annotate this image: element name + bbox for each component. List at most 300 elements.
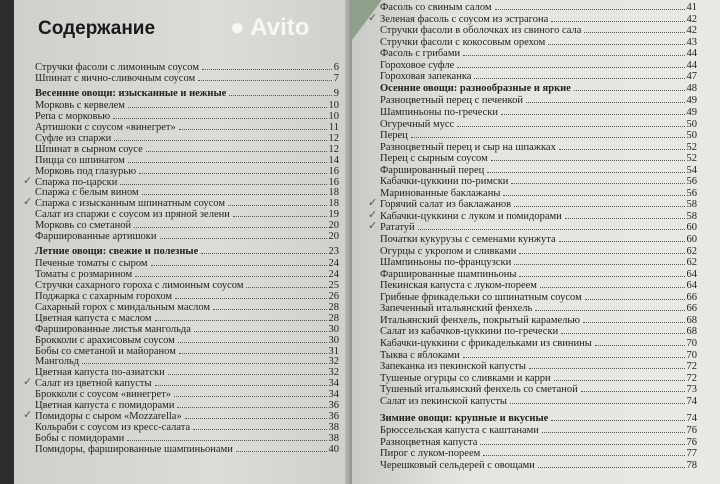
- entry-title: Морковь со сметаной: [35, 220, 132, 232]
- toc-entry: [380, 60, 697, 71]
- toc-entry: [35, 122, 339, 133]
- entry-title: Брокколи с соусом «винегрет»: [35, 389, 171, 401]
- entry-page: 73: [686, 384, 697, 396]
- toc-entry: [35, 62, 339, 73]
- dot-leader: [134, 227, 326, 228]
- entry-title: Брокколи с арахисовым соусом: [35, 334, 175, 346]
- toc-entry: [380, 425, 697, 436]
- toc-entry: [380, 246, 697, 257]
- dot-leader: [185, 418, 327, 419]
- toc-entry: [35, 280, 339, 291]
- watermark-text: Avito: [250, 14, 310, 41]
- toc-entry: [35, 269, 339, 280]
- dot-leader: [135, 276, 326, 277]
- toc-entry: [35, 422, 339, 433]
- dot-leader: [540, 287, 685, 288]
- dot-leader: [175, 298, 326, 299]
- dot-leader: [519, 253, 684, 254]
- toc-entry: [380, 176, 697, 187]
- dot-leader: [198, 80, 332, 81]
- entry-title: Пицца со шпинатом: [35, 154, 125, 166]
- entry-title: Пекинская капуста с луком-пореем: [380, 280, 537, 292]
- toc-entry: [368, 11, 697, 25]
- toc-entry: [368, 197, 697, 211]
- entry-title: Шампиньоны по-гречески: [380, 106, 498, 118]
- entry-title: Запеченный итальянский фенхель: [380, 303, 533, 315]
- dot-leader: [128, 162, 327, 163]
- toc-entry: [35, 433, 339, 444]
- entry-title: Салат из спаржи с соусом из пряной зелени: [35, 209, 230, 221]
- entry-page: 42: [686, 25, 697, 37]
- entry-page: 52: [686, 153, 697, 165]
- dot-leader: [114, 140, 326, 141]
- entry-title: Шампиньоны по-французски: [380, 257, 512, 269]
- entry-page: 49: [686, 106, 697, 118]
- toc-entry: [380, 384, 697, 395]
- entry-page: 32: [328, 367, 339, 379]
- entry-page: 18: [328, 198, 339, 210]
- toc-entry: [35, 356, 339, 367]
- entry-page: 54: [686, 164, 697, 176]
- entry-title: Поджарка с сахарным горохом: [35, 291, 173, 302]
- entry-title: Стручки сахарного гороха с лимонным соусом: [35, 280, 244, 292]
- toc-entry: [380, 119, 697, 130]
- entry-title: Спаржа по-царски: [35, 176, 118, 188]
- entry-page: 40: [328, 443, 339, 455]
- dot-leader: [146, 151, 327, 152]
- entry-title: Кольраби с соусом из кресс-салата: [35, 421, 191, 433]
- entry-page: 19: [328, 209, 339, 221]
- entry-title: Фасоль со свиным салом: [380, 2, 492, 13]
- entry-page: 74: [686, 395, 697, 407]
- entry-title: Гороховая запеканка: [380, 71, 472, 83]
- dot-leader: [155, 320, 327, 321]
- dot-leader: [177, 407, 326, 408]
- dot-leader: [411, 137, 685, 138]
- dot-leader: [538, 467, 685, 468]
- dot-leader: [418, 229, 685, 230]
- toc-entry: [35, 367, 339, 378]
- entry-page: 36: [328, 400, 339, 411]
- entry-page: 68: [686, 326, 697, 338]
- toc-entry: [23, 196, 339, 210]
- entry-title: Кабачки-цуккини с луком и помидорами: [380, 210, 562, 222]
- toc-entry: [35, 313, 339, 324]
- dot-leader: [584, 32, 684, 33]
- entry-page: 49: [686, 95, 697, 107]
- dot-leader: [542, 432, 685, 433]
- entry-title: Шпинат в сырном соусе: [35, 143, 143, 155]
- dot-leader: [457, 126, 684, 127]
- entry-title: Тушеные огурцы со сливками и карри: [380, 372, 551, 384]
- entry-page: 50: [686, 118, 697, 130]
- dot-leader: [585, 299, 685, 300]
- entry-title: Салат из цветной капусты: [35, 378, 152, 390]
- entry-title: Разноцветный перец с печенкой: [380, 95, 523, 107]
- entry-title: Репа с морковью: [35, 111, 111, 123]
- dot-leader: [120, 184, 326, 185]
- entry-page: 64: [686, 280, 697, 292]
- entry-page: 56: [686, 176, 697, 188]
- entry-page: 36: [328, 410, 339, 422]
- entry-page: 25: [328, 280, 339, 292]
- entry-title: Осенние овощи: разнообразные и яркие: [380, 82, 571, 94]
- entry-title: Фаршированные листья мангольда: [35, 323, 191, 335]
- dot-leader: [160, 238, 327, 239]
- dot-leader: [194, 331, 327, 332]
- toc-entry: [380, 71, 697, 82]
- dot-leader: [535, 310, 684, 311]
- entry-page: 28: [328, 312, 339, 324]
- toc-entry: [35, 133, 339, 144]
- toc-entry: [35, 258, 339, 269]
- entry-page: 74: [686, 412, 697, 424]
- entry-title: Спаржа с белым вином: [35, 187, 139, 199]
- entry-page: 48: [686, 82, 697, 94]
- entry-title: Мангольд: [35, 356, 80, 368]
- entry-page: 76: [686, 425, 697, 437]
- toc-entry: [380, 37, 697, 48]
- toc-section: [35, 88, 339, 99]
- entry-title: Фасоль с грибами: [380, 48, 461, 60]
- dot-leader: [551, 21, 684, 22]
- entry-title: Пирог с луком-пореем: [380, 448, 481, 460]
- toc-entry: [380, 142, 697, 153]
- toc-entry: [380, 48, 697, 59]
- toc-entry: [380, 153, 697, 164]
- toc-entry: [380, 107, 697, 118]
- entry-title: Весенние овощи: изысканные и нежные: [35, 88, 227, 100]
- checkmark-icon: ✓: [368, 11, 378, 24]
- entry-page: 11: [328, 122, 339, 133]
- entry-page: 34: [328, 389, 339, 401]
- dot-leader: [246, 287, 326, 288]
- checkmark-icon: ✓: [23, 174, 33, 187]
- toc-entry: [380, 269, 697, 280]
- dot-leader: [526, 102, 685, 103]
- entry-page: 72: [686, 372, 697, 384]
- dot-leader: [463, 55, 684, 56]
- toc-entry: [35, 324, 339, 335]
- dot-leader: [519, 276, 684, 277]
- dot-leader: [233, 216, 327, 217]
- dot-leader: [514, 264, 684, 265]
- toc-entry: [380, 130, 697, 141]
- entry-page: 72: [686, 361, 697, 373]
- entry-page: 34: [328, 378, 339, 390]
- dot-leader: [480, 444, 684, 445]
- toc-entry: [35, 302, 339, 313]
- entry-page: 44: [686, 59, 697, 71]
- right-page: [352, 0, 720, 484]
- entry-page: 64: [686, 268, 697, 280]
- checkmark-icon: ✓: [23, 376, 33, 389]
- entry-title: Артишоки с соусом «винегрет»: [35, 122, 176, 133]
- dot-leader: [229, 95, 331, 96]
- entry-title: Рататуй: [380, 222, 415, 234]
- toc-entry: [35, 444, 339, 455]
- dot-leader: [491, 160, 685, 161]
- entry-title: Фаршированный перец: [380, 164, 485, 176]
- toc-section: [380, 83, 697, 94]
- entry-title: Фаршированные шампиньоны: [380, 268, 517, 280]
- entry-page: 14: [328, 154, 339, 166]
- toc-entry: [380, 315, 697, 326]
- entry-title: Цветная капуста с маслом: [35, 312, 152, 324]
- dot-leader: [142, 194, 327, 195]
- entry-page: 43: [686, 36, 697, 48]
- toc-entry: [380, 165, 697, 176]
- toc-section: [380, 413, 697, 424]
- toc-entry: [380, 326, 697, 337]
- toc-entry: [35, 209, 339, 220]
- entry-page: 26: [328, 291, 339, 302]
- toc-entry: [380, 188, 697, 199]
- entry-title: Помидоры с сыром «Mozzarella»: [35, 410, 182, 422]
- entry-title: Бобы с помидорами: [35, 432, 125, 444]
- entry-page: 62: [686, 257, 697, 269]
- entry-title: Маринованные баклажаны: [380, 187, 501, 199]
- entry-page: 66: [686, 303, 697, 315]
- entry-page: 16: [328, 165, 339, 177]
- toc-entry: [380, 350, 697, 361]
- entry-page: 38: [328, 432, 339, 444]
- entry-page: 56: [686, 187, 697, 199]
- entry-page: 6: [333, 62, 339, 73]
- entry-title: Грибные фрикадельки со шпинатным соусом: [380, 291, 582, 303]
- toc-entry: [380, 280, 697, 291]
- toc-entry: [368, 208, 697, 222]
- entry-page: 10: [328, 111, 339, 123]
- toc-entry: [35, 220, 339, 231]
- entry-page: 50: [686, 130, 697, 142]
- entry-title: Бобы со сметаной и майораном: [35, 345, 176, 357]
- entry-title: Шпинат с яично-сливочным соусом: [35, 72, 196, 84]
- dot-leader: [168, 374, 327, 375]
- toc-entry: [35, 231, 339, 242]
- dot-leader: [595, 345, 685, 346]
- entry-title: Помидоры, фаршированные шампиньонами: [35, 443, 233, 455]
- dot-leader: [503, 195, 684, 196]
- dot-leader: [457, 67, 684, 68]
- dot-leader: [174, 396, 327, 397]
- dot-leader: [583, 322, 684, 323]
- entry-title: Огурцы с укропом и сливками: [380, 245, 517, 257]
- entry-page: 16: [328, 176, 339, 188]
- dot-leader: [561, 333, 684, 334]
- toc-entry: [380, 460, 697, 471]
- entry-page: 32: [328, 356, 339, 368]
- entry-page: 28: [328, 301, 339, 313]
- entry-page: 24: [328, 269, 339, 281]
- dot-leader: [155, 385, 327, 386]
- checkmark-icon: ✓: [368, 208, 378, 221]
- entry-page: 47: [686, 71, 697, 83]
- dot-leader: [228, 205, 327, 206]
- entry-title: Разноцветный перец и сыр на шпажках: [380, 141, 556, 153]
- dot-leader: [514, 206, 684, 207]
- entry-page: 20: [328, 231, 339, 242]
- entry-title: Сахарный горох с миндальным маслом: [35, 301, 211, 313]
- entry-title: Запеканка из пекинской капусты: [380, 361, 526, 373]
- entry-title: Перец с сырным соусом: [380, 153, 488, 165]
- entry-page: 20: [328, 220, 339, 232]
- entry-page: 9: [333, 88, 339, 100]
- entry-title: Летние овощи: свежие и полезные: [35, 246, 199, 258]
- entry-title: Зеленая фасоль с соусом из эстрагона: [380, 13, 549, 25]
- dot-leader: [510, 403, 685, 404]
- entry-title: Стручки фасоли с кокосовым орехом: [380, 36, 546, 48]
- entry-title: Огуречный мусс: [380, 118, 455, 130]
- watermark-logo: [230, 14, 309, 42]
- dot-leader: [127, 440, 326, 441]
- toc-entry: [35, 335, 339, 346]
- dot-leader: [474, 78, 684, 79]
- toc-entry: [380, 303, 697, 314]
- entry-page: 23: [328, 246, 339, 258]
- toc-entry: [380, 338, 697, 349]
- entry-page: 58: [686, 199, 697, 211]
- entry-title: Итальянский фенхель, покрытый карамелью: [380, 314, 581, 326]
- entry-page: 68: [686, 314, 697, 326]
- entry-title: Фаршированные артишоки: [35, 231, 157, 242]
- toc-entry: [380, 361, 697, 372]
- entry-page: 42: [686, 13, 697, 25]
- checkmark-icon: ✓: [368, 197, 378, 210]
- dot-leader: [128, 107, 327, 108]
- entry-page: 12: [328, 132, 339, 144]
- toc-entry: [368, 220, 697, 234]
- toc-entry: [380, 373, 697, 384]
- checkmark-icon: ✓: [23, 196, 33, 209]
- toc-entry: [23, 376, 339, 390]
- entry-page: 70: [686, 349, 697, 361]
- toc-entry: [35, 187, 339, 198]
- toc-entry: [380, 437, 697, 448]
- entry-page: 66: [686, 291, 697, 303]
- entry-title: Стручки фасоли с лимонным соусом: [35, 62, 200, 73]
- entry-title: Спаржа с изысканным шпинатным соусом: [35, 198, 225, 210]
- entry-title: Стручки фасоли в оболочках из свиного сала: [380, 25, 582, 37]
- toc-entry: [380, 95, 697, 106]
- dot-leader: [213, 309, 326, 310]
- toc-entry: [23, 408, 339, 422]
- entry-page: 60: [686, 234, 697, 245]
- toc-section: [35, 246, 339, 257]
- entry-page: 58: [686, 210, 697, 222]
- entry-title: Морковь под глазурью: [35, 165, 137, 177]
- entry-title: Кабачки-цуккини с фрикадельками из свинины: [380, 337, 592, 349]
- watermark-dots-icon: ●: [230, 14, 251, 41]
- dot-leader: [548, 44, 684, 45]
- toc-entry: [23, 174, 339, 188]
- dot-leader: [139, 173, 326, 174]
- toc-entry: [35, 100, 339, 111]
- toc-entry: [380, 292, 697, 303]
- toc-entry: [380, 2, 697, 13]
- entry-page: 38: [328, 421, 339, 433]
- toc-entry: [35, 346, 339, 357]
- toc-entry: [35, 166, 339, 177]
- dot-leader: [529, 368, 685, 369]
- toc-entry: [35, 400, 339, 411]
- entry-page: 76: [686, 436, 697, 448]
- dot-leader: [113, 118, 326, 119]
- entry-title: Горячий салат из баклажанов: [380, 199, 512, 211]
- entry-page: 18: [328, 187, 339, 199]
- dot-leader: [82, 363, 326, 364]
- entry-title: Перец: [380, 130, 408, 142]
- entry-title: Початки кукурузы с семенами кунжута: [380, 234, 556, 245]
- left-page: [14, 0, 352, 484]
- toc-entry: [35, 291, 339, 302]
- dot-leader: [483, 455, 684, 456]
- entry-page: 77: [686, 448, 697, 460]
- dot-leader: [559, 149, 685, 150]
- dot-leader: [463, 357, 685, 358]
- dot-leader: [511, 183, 684, 184]
- dot-leader: [178, 342, 327, 343]
- dot-leader: [559, 241, 685, 242]
- entry-page: 30: [328, 334, 339, 346]
- toc-entry: [380, 234, 697, 245]
- checkmark-icon: ✓: [23, 408, 33, 421]
- entry-page: 78: [686, 459, 697, 471]
- entry-title: Разноцветная капуста: [380, 436, 478, 448]
- entry-page: 31: [328, 345, 339, 357]
- dot-leader: [193, 429, 326, 430]
- entry-page: 10: [328, 100, 339, 112]
- dot-leader: [554, 380, 685, 381]
- dot-leader: [551, 420, 684, 421]
- entry-page: 41: [686, 2, 697, 13]
- dot-leader: [201, 253, 326, 254]
- page-title: Содержание: [38, 18, 156, 39]
- entry-title: Суфле из спаржи: [35, 132, 112, 144]
- toc-entry: [35, 111, 339, 122]
- entry-page: 12: [328, 143, 339, 155]
- entry-page: 30: [328, 323, 339, 335]
- entry-page: 52: [686, 141, 697, 153]
- entry-title: Кабачки-цуккини по-римски: [380, 176, 509, 188]
- entry-page: 62: [686, 245, 697, 257]
- entry-page: 60: [686, 222, 697, 234]
- toc-entry: [380, 396, 697, 407]
- toc-entry: [35, 73, 339, 84]
- entry-title: Морковь с кервелем: [35, 100, 125, 112]
- checkmark-icon: ✓: [368, 220, 378, 233]
- toc-entry: [380, 257, 697, 268]
- entry-page: 70: [686, 337, 697, 349]
- dot-leader: [565, 218, 685, 219]
- toc-entry: [35, 389, 339, 400]
- entry-title: Гороховое суфле: [380, 59, 455, 71]
- toc-entry: [380, 448, 697, 459]
- entry-title: Цветная капуста с помидорами: [35, 400, 175, 411]
- dot-leader: [179, 353, 327, 354]
- dot-leader: [202, 69, 332, 70]
- entry-title: Брюссельская капуста с каштанами: [380, 425, 539, 437]
- entry-page: 24: [328, 258, 339, 270]
- entry-title: Цветная капуста по-азиатски: [35, 367, 165, 379]
- entry-title: Томаты с розмарином: [35, 269, 133, 281]
- dot-leader: [495, 9, 685, 10]
- dot-leader: [236, 451, 327, 452]
- dot-leader: [179, 129, 327, 130]
- entry-page: 44: [686, 48, 697, 60]
- dot-leader: [581, 391, 685, 392]
- toc-entry: [35, 144, 339, 155]
